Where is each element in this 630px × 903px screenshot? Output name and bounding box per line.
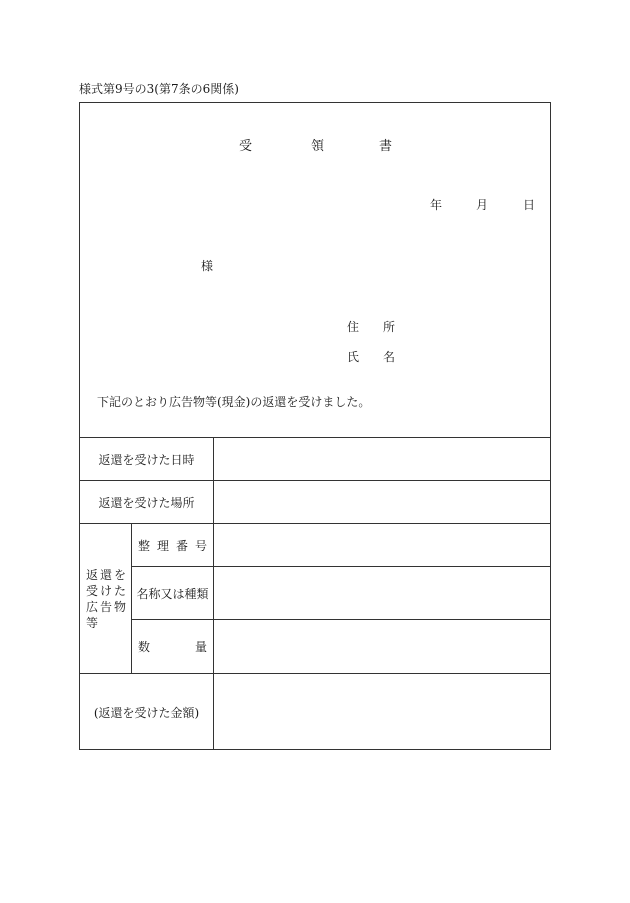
group-char: 等 bbox=[86, 616, 99, 630]
serial-number-field[interactable] bbox=[214, 524, 550, 566]
returned-items-group-label bbox=[80, 567, 132, 631]
group-char: 広 bbox=[86, 600, 99, 614]
date-year-label: 年 bbox=[430, 198, 443, 212]
title-char-3: 書 bbox=[379, 139, 393, 154]
label-name-or-type bbox=[132, 567, 213, 619]
address-label-char-1: 住 bbox=[347, 320, 360, 334]
group-label-row-3 bbox=[86, 599, 126, 615]
group-char: 告 bbox=[99, 600, 112, 614]
date-day-label: 日 bbox=[523, 198, 536, 212]
group-label-row-4 bbox=[86, 615, 126, 631]
group-char: た bbox=[113, 584, 126, 598]
group-label-row-1 bbox=[86, 567, 126, 583]
name-or-type-field[interactable] bbox=[214, 567, 550, 619]
label-quantity bbox=[132, 620, 213, 673]
serial-char: 整 bbox=[138, 538, 151, 553]
return-place-field[interactable] bbox=[214, 481, 550, 523]
date-month-label: 月 bbox=[476, 198, 489, 212]
serial-char: 番 bbox=[175, 538, 188, 553]
statement-text: 下記のとおり広告物等(現金)の返還を受けました。 bbox=[97, 395, 371, 409]
addressee-suffix: 様 bbox=[201, 259, 214, 273]
serial-char: 理 bbox=[156, 538, 169, 553]
return-datetime-field[interactable] bbox=[214, 438, 550, 480]
quantity-field[interactable] bbox=[214, 620, 550, 673]
title-char-2: 領 bbox=[311, 139, 325, 154]
label-return-datetime-text: 返還を受けた日時 bbox=[98, 452, 195, 467]
label-name-or-type-text: 名称又は種類 bbox=[136, 586, 209, 601]
group-char: 返 bbox=[86, 568, 99, 582]
group-char: け bbox=[99, 584, 112, 598]
label-return-amount bbox=[80, 674, 213, 750]
receipt-form-frame bbox=[79, 102, 551, 750]
group-char: 受 bbox=[86, 584, 99, 598]
label-return-datetime bbox=[80, 438, 213, 480]
label-return-place-text: 返還を受けた場所 bbox=[98, 495, 195, 510]
group-char: 物 bbox=[113, 600, 126, 614]
label-serial-number bbox=[132, 524, 213, 566]
name-label-char-1: 氏 bbox=[347, 350, 360, 364]
serial-char: 号 bbox=[194, 538, 207, 553]
address-label-char-2: 所 bbox=[383, 320, 396, 334]
group-label-row-2 bbox=[86, 583, 126, 599]
quantity-char: 数 bbox=[138, 640, 151, 654]
group-char: を bbox=[113, 568, 126, 582]
group-char: 還 bbox=[99, 568, 112, 582]
name-label-char-2: 名 bbox=[383, 350, 396, 364]
quantity-char: 量 bbox=[194, 640, 207, 654]
label-return-amount-text: (返還を受けた金額) bbox=[93, 705, 200, 720]
document-title bbox=[80, 135, 550, 153]
label-return-place bbox=[80, 481, 213, 523]
title-char-1: 受 bbox=[239, 139, 253, 154]
return-amount-field[interactable] bbox=[214, 674, 550, 750]
form-code: 様式第9号の3(第7条の6関係) bbox=[79, 82, 239, 96]
